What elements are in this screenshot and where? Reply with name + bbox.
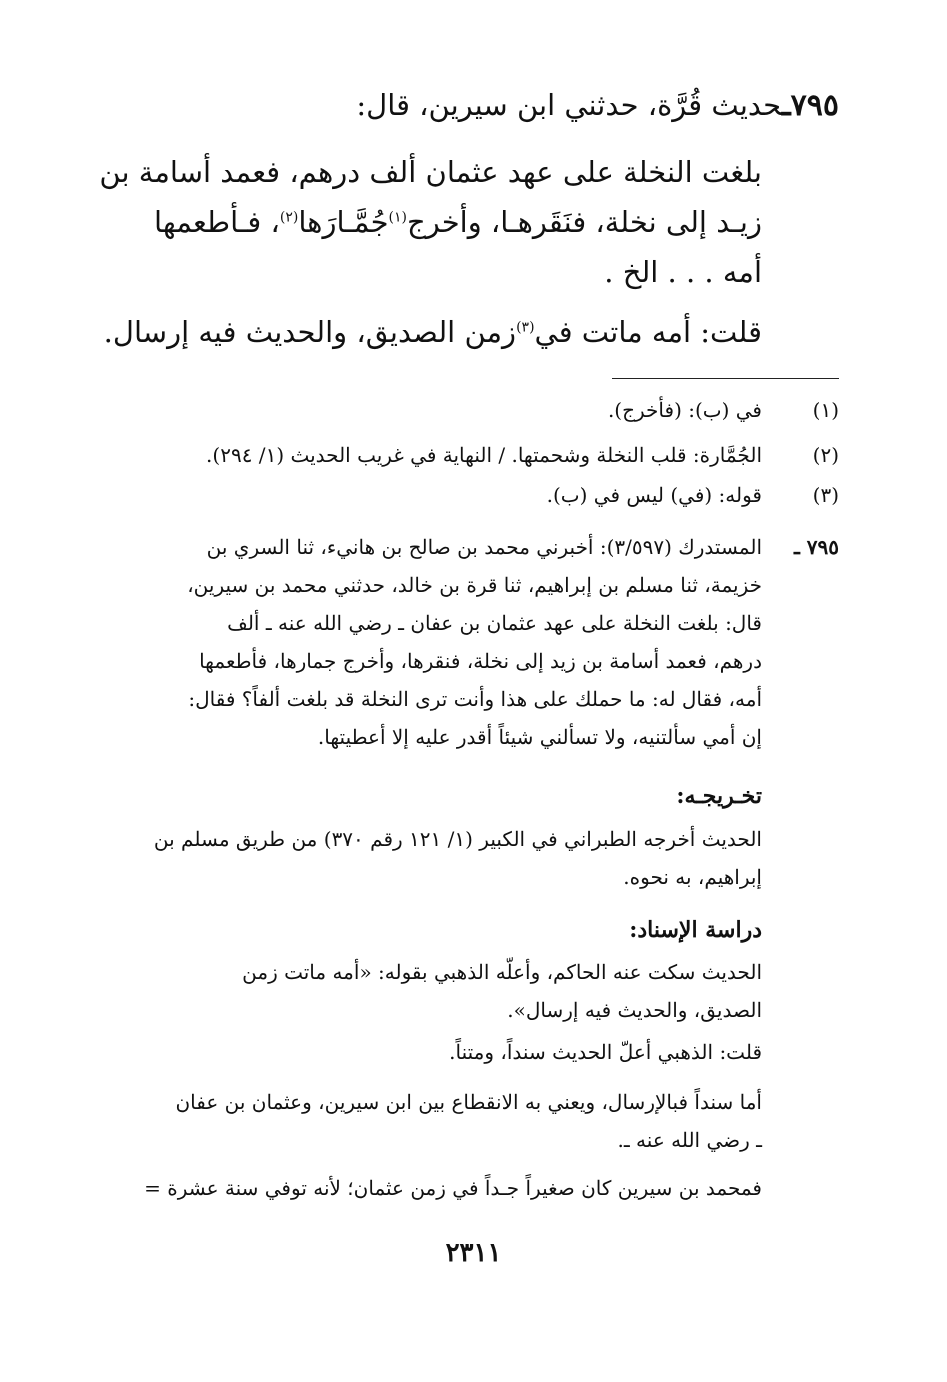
isnad-line-2: الصديق، والحديث فيه إرسال». [507, 998, 762, 1022]
footnote-marker-3: (٣) [516, 319, 535, 336]
footnote-1-text: في (ب): (فأخرج). [607, 398, 762, 422]
footnote-1-number: (١) [812, 398, 839, 422]
commentary-line-5: أمه، فقال له: ما حملك على هذا وأنت ترى النخلة قد بلغت ألفاً؟ فقال: [188, 687, 762, 711]
isnad-line-6: فمحمد بن سيرين كان صغيراً جـداً في زمن عثمان؛ لأنه توفي سنة عشرة = [144, 1176, 762, 1200]
hadith-line-2-end: ، فـأطعمها [154, 205, 280, 239]
footnote-2-number: (٢) [812, 443, 839, 467]
footnote-divider [612, 378, 839, 379]
hadith-note [104, 315, 762, 349]
isnad-line-5: ـ رضي الله عنه ـ. [617, 1128, 762, 1152]
note-before: قلت: أمه ماتت في [534, 315, 762, 349]
footnote-3-number: (٣) [812, 483, 839, 507]
footnote-marker-2: (٢) [279, 209, 299, 226]
isnad-line-1: الحديث سكت عنه الحاكم، وأعلّه الذهبي بقوله: «أمه ماتت زمن [242, 960, 762, 984]
footnote-2-text: الجُمَّارة: قلب النخلة وشحمتها. / النهاية في غريب الحديث (١/ ٢٩٤). [206, 443, 762, 467]
hadith-heading [356, 88, 839, 123]
isnad-line-3: قلت: الذهبي أعلّ الحديث سنداً، ومتناً. [449, 1040, 762, 1064]
hadith-dash: ـ [781, 88, 791, 123]
page-number: ٢٣١١ [445, 1238, 502, 1268]
hadith-line-3: أمه . . . الخ . [604, 255, 762, 289]
footnote-marker-1: (١) [388, 209, 407, 226]
hadith-line-2-mid: جُمَّـارَها [298, 205, 389, 239]
commentary-line-6: إن أمي سألتنيه، ولا تسألني شيئاً أقدر عليه إلا أعطيتها. [317, 725, 762, 749]
commentary-line-2: خزيمة، ثنا مسلم بن إبراهيم، ثنا قرة بن خالد، حدثني محمد بن سيرين، [187, 573, 762, 597]
hadith-line-2 [154, 205, 762, 239]
takhrij-line-1: الحديث أخرجه الطبراني في الكبير (١/ ١٢١ رقم ٣٧٠) من طريق مسلم بن [153, 827, 762, 851]
isnad-line-4: أما سنداً فبالإرسال، ويعني به الانقطاع بين ابن سيرين، وعثمان بن عفان [175, 1090, 762, 1114]
hadith-title: حديث قُرَّة، حدثني ابن سيرين، قال: [356, 88, 782, 122]
hadith-line-1: بلغت النخلة على عهد عثمان ألف درهم، فعمد أسامة بن [99, 155, 762, 189]
commentary-line-3: قال: بلغت النخلة على عهد عثمان بن عفان ـ رضي الله عنه ـ ألف [227, 611, 762, 635]
hadith-number: ٧٩٥ [790, 88, 839, 123]
note-after: زمن الصديق، والحديث فيه إرسال. [103, 315, 517, 349]
commentary-number: ٧٩٥ ـ [793, 535, 839, 559]
commentary-line-4: درهم، فعمد أسامة بن زيد إلى نخلة، فنقرها، وأخرج جمارها، فأطعمها [199, 649, 762, 673]
hadith-line-2-start: زيـد إلى نخلة، فنَقَرهـا، وأخرج [406, 205, 762, 239]
isnad-heading: دراسة الإسناد: [629, 917, 762, 943]
takhrij-line-2: إبراهيم، به نحوه. [623, 865, 762, 889]
takhrij-heading: تخـريجـه: [676, 783, 762, 809]
commentary-line-1: المستدرك (٣/٥٩٧): أخبرني محمد بن صالح بن هانيء، ثنا السري بن [206, 535, 762, 559]
footnote-3-text: قوله: (في) ليس في (ب). [546, 483, 762, 507]
